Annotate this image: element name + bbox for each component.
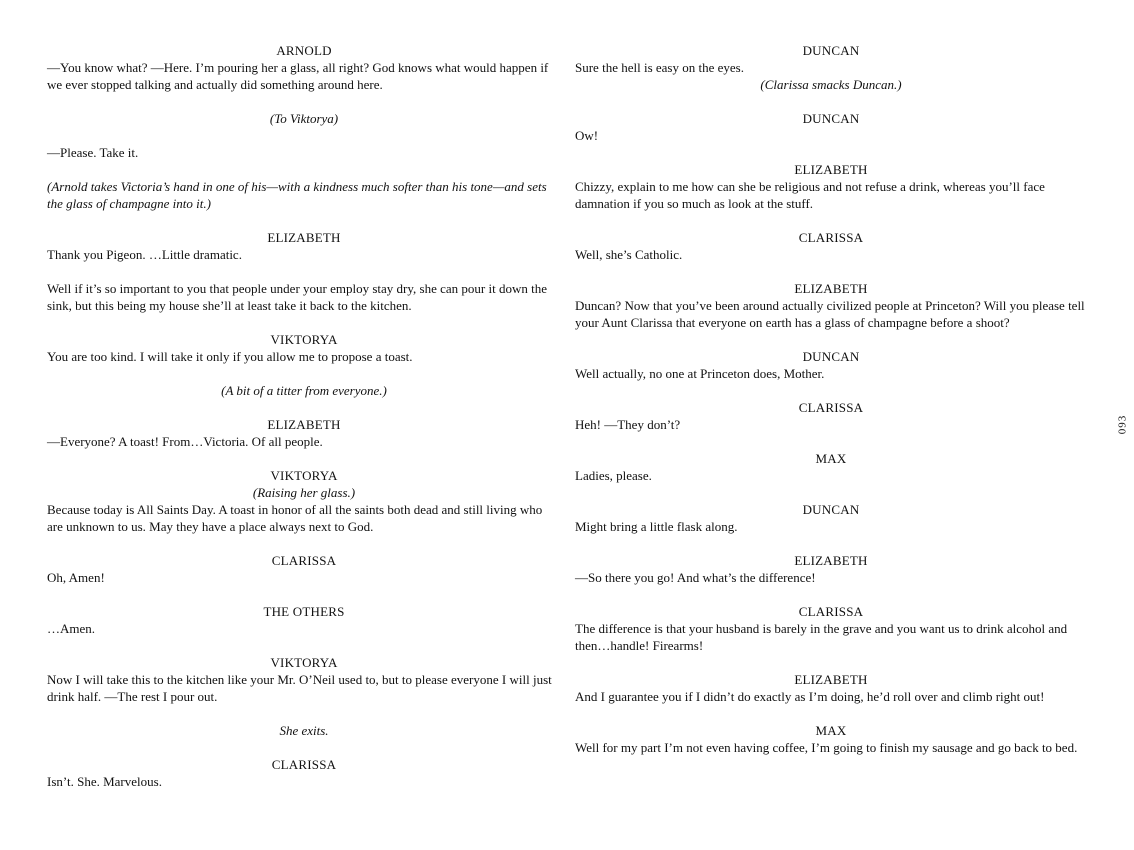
character-name: ELIZABETH <box>267 230 341 245</box>
character-name: CLARISSA <box>271 757 337 772</box>
dialogue-line: And I guarantee you if I didn’t do exactly as I’m doing, he’d roll over and climb right out! <box>575 689 1045 704</box>
dialogue-line: Thank you Pigeon. …Little dramatic. <box>47 247 242 262</box>
dialogue-line: Well actually, no one at Princeton does, Mother. <box>575 366 825 381</box>
dialogue-line: Ow! <box>575 128 599 143</box>
character-name: ELIZABETH <box>794 553 868 568</box>
character-name: ARNOLD <box>276 43 332 58</box>
dialogue-line: —Please. Take it. <box>47 145 139 160</box>
stage-direction: (To Viktorya) <box>269 111 339 126</box>
dialogue-line: Well, she’s Catholic. <box>575 247 683 262</box>
character-name: ELIZABETH <box>794 162 868 177</box>
character-name: CLARISSA <box>798 604 864 619</box>
dialogue-line: The difference is that your husband is barely in the grave and you want us to drink alcohol and then…handle! Firearms! <box>575 621 1068 653</box>
character-name: VIKTORYA <box>270 468 338 483</box>
stage-direction: (A bit of a titter from everyone.) <box>221 383 387 398</box>
page-number <box>1117 412 1129 436</box>
dialogue-line: Ladies, please. <box>575 468 652 483</box>
character-name: CLARISSA <box>271 553 337 568</box>
dialogue-line: Well if it’s so important to you that people under your employ stay dry, she can pour it down the sink, but this being my house she’ll at least take it back to the kitchen. <box>47 281 547 313</box>
stage-direction: (Raising her glass.) <box>252 485 356 500</box>
character-name: MAX <box>815 723 847 738</box>
dialogue-line: Now I will take this to the kitchen like your Mr. O’Neil used to, but to please everyone I will just drink half. —The rest I pour out. <box>47 672 552 704</box>
character-name: VIKTORYA <box>270 332 338 347</box>
dialogue-line: —You know what? —Here. I’m pouring her a glass, all right? God knows what would happen if we ever stopped talking and actually did something around here. <box>47 60 549 92</box>
character-name: DUNCAN <box>802 502 860 517</box>
character-name: ELIZABETH <box>794 281 868 296</box>
character-name: MAX <box>815 451 847 466</box>
dialogue-line: You are too kind. I will take it only if you allow me to propose a toast. <box>47 349 413 364</box>
dialogue-line: Chizzy, explain to me how can she be religious and not refuse a drink, whereas you’ll face damnation if you so much as look at the stuff. <box>575 179 1045 211</box>
script-column-left <box>47 42 561 790</box>
dialogue-line: Because today is All Saints Day. A toast in honor of all the saints both dead and still living who are unknown to us. May they have a place always next to God. <box>47 502 543 534</box>
dialogue-line: Sure the hell is easy on the eyes. <box>575 60 744 75</box>
character-name: ELIZABETH <box>794 672 868 687</box>
dialogue-line: Well for my part I’m not even having coffee, I’m going to finish my sausage and go back to bed. <box>575 740 1078 755</box>
character-name: DUNCAN <box>802 349 860 364</box>
dialogue-line: Oh, Amen! <box>47 570 105 585</box>
character-name: VIKTORYA <box>270 655 338 670</box>
dialogue-line: —Everyone? A toast! From…Victoria. Of all people. <box>47 434 323 449</box>
character-name: CLARISSA <box>798 400 864 415</box>
character-name: THE OTHERS <box>263 604 345 619</box>
stage-direction: She exits. <box>279 723 329 738</box>
script-column-right <box>575 42 1087 756</box>
dialogue-line: Duncan? Now that you’ve been around actually civilized people at Princeton? Will you please tell your Aunt Clarissa that everyone on earth has a glass of champagne before a shoot? <box>575 298 1085 330</box>
dialogue-line: —So there you go! And what’s the difference! <box>575 570 816 585</box>
character-name: DUNCAN <box>802 43 860 58</box>
character-name: CLARISSA <box>798 230 864 245</box>
stage-direction-paragraph: (Arnold takes Victoria’s hand in one of his—with a kindness much softer than his tone—and sets the glass of champagne into it.) <box>47 179 547 211</box>
stage-direction: (Clarissa smacks Duncan.) <box>760 77 902 92</box>
dialogue-line: Heh! —They don’t? <box>575 417 681 432</box>
dialogue-line: Isn’t. She. Marvelous. <box>47 774 162 789</box>
character-name: ELIZABETH <box>267 417 341 432</box>
character-name: DUNCAN <box>802 111 860 126</box>
dialogue-line: …Amen. <box>47 621 96 636</box>
page-number-text: 093 <box>1116 414 1129 435</box>
dialogue-line: Might bring a little flask along. <box>575 519 738 534</box>
